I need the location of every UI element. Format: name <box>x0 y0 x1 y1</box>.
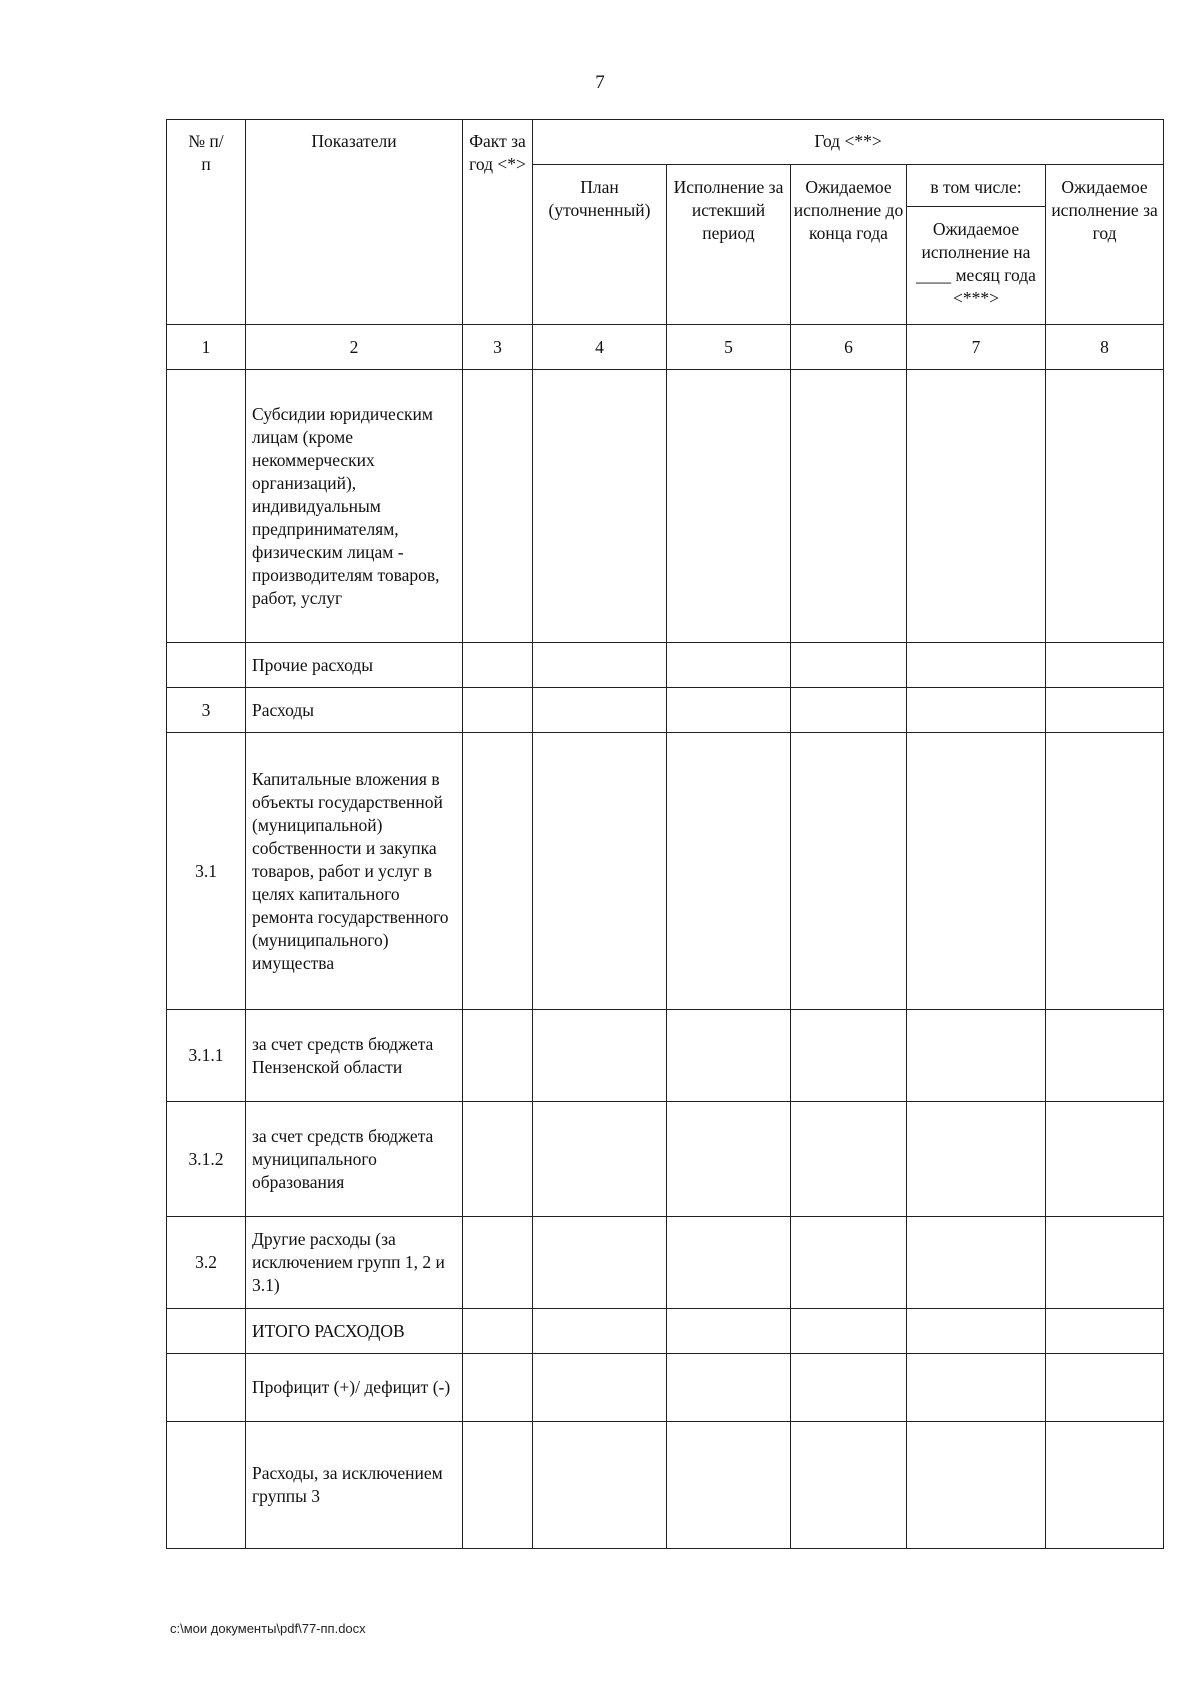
table-cell <box>533 643 667 688</box>
table-cell <box>463 733 533 1010</box>
table-cell <box>463 688 533 733</box>
table-cell <box>533 733 667 1010</box>
table-cell <box>907 1354 1046 1422</box>
table-cell <box>533 1309 667 1354</box>
table-cell <box>1046 1102 1164 1217</box>
table-cell <box>463 1354 533 1422</box>
row-label: Расходы, за исключением группы 3 <box>246 1422 463 1549</box>
row-number: 3.1.2 <box>167 1102 246 1217</box>
row-label: Прочие расходы <box>246 643 463 688</box>
row-number <box>167 370 246 643</box>
table-cell <box>463 1422 533 1549</box>
table-cell <box>1046 1309 1164 1354</box>
table-cell <box>667 1422 791 1549</box>
table-cell <box>907 688 1046 733</box>
table-cell <box>791 370 907 643</box>
table-cell <box>1046 1217 1164 1309</box>
table-row <box>167 688 1164 733</box>
table-cell <box>1046 733 1164 1010</box>
report-table <box>166 119 1164 1549</box>
row-label: ИТОГО РАСХОДОВ <box>246 1309 463 1354</box>
row-label: Субсидии юридическим лицам (кроме некоммерческих организаций), индивидуальным предпринимателям, физическим лицам - производителям товаров, работ, услуг <box>246 370 463 643</box>
table-cell <box>463 1217 533 1309</box>
table-cell <box>1046 688 1164 733</box>
table-cell <box>463 370 533 643</box>
table-cell <box>791 1010 907 1102</box>
table-cell <box>791 688 907 733</box>
table-cell <box>791 1102 907 1217</box>
table-cell <box>907 733 1046 1010</box>
footer-file-path: c:\мои документы\pdf\77-пп.docx <box>170 1621 366 1636</box>
table-cell <box>463 1102 533 1217</box>
table-cell <box>533 688 667 733</box>
table-row <box>167 1354 1164 1422</box>
table-cell <box>533 1217 667 1309</box>
table-row <box>167 1010 1164 1102</box>
header-including: в том числе: <box>907 165 1046 207</box>
header-fact-year: Факт за год <*> <box>463 120 533 325</box>
table-cell <box>667 1354 791 1422</box>
header-expected-month: Ожидаемое исполнение на ____ месяц года <***> <box>907 207 1046 325</box>
row-label: Другие расходы (за исключением групп 1, 2 и 3.1) <box>246 1217 463 1309</box>
table-cell <box>791 643 907 688</box>
column-number: 3 <box>463 325 533 370</box>
column-number: 2 <box>246 325 463 370</box>
table-row <box>167 1422 1164 1549</box>
table-cell <box>1046 1422 1164 1549</box>
table-cell <box>907 643 1046 688</box>
table-cell <box>907 370 1046 643</box>
header-expected-end-year: Ожидаемое исполнение до конца года <box>791 165 907 325</box>
page-number: 7 <box>595 72 605 93</box>
table-row <box>167 1102 1164 1217</box>
table-cell <box>463 1010 533 1102</box>
column-number: 1 <box>167 325 246 370</box>
table-cell <box>1046 1010 1164 1102</box>
table-cell <box>667 1217 791 1309</box>
table-cell <box>533 1102 667 1217</box>
table-cell <box>533 370 667 643</box>
row-number <box>167 1309 246 1354</box>
header-year-group: Год <**> <box>533 120 1164 165</box>
table-row <box>167 733 1164 1010</box>
table-cell <box>1046 643 1164 688</box>
column-number: 4 <box>533 325 667 370</box>
table-cell <box>533 1422 667 1549</box>
table-row <box>167 643 1164 688</box>
table-cell <box>667 1102 791 1217</box>
row-number: 3.1.1 <box>167 1010 246 1102</box>
table-cell <box>667 643 791 688</box>
row-number: 3.2 <box>167 1217 246 1309</box>
table-cell <box>667 688 791 733</box>
table-cell <box>791 1309 907 1354</box>
table-cell <box>791 1217 907 1309</box>
row-number <box>167 643 246 688</box>
column-number: 8 <box>1046 325 1164 370</box>
header-expected-year: Ожидаемое исполнение за год <box>1046 165 1164 325</box>
table-row <box>167 370 1164 643</box>
table-row <box>167 1217 1164 1309</box>
table-cell <box>667 733 791 1010</box>
header-indicators: Показатели <box>246 120 463 325</box>
table-cell <box>907 1309 1046 1354</box>
table-cell <box>667 1010 791 1102</box>
table-cell <box>907 1217 1046 1309</box>
row-number <box>167 1354 246 1422</box>
table-cell <box>533 1010 667 1102</box>
column-number: 6 <box>791 325 907 370</box>
table-cell <box>907 1010 1046 1102</box>
table-cell <box>667 370 791 643</box>
table-cell <box>463 1309 533 1354</box>
table-cell <box>907 1102 1046 1217</box>
table-cell <box>907 1422 1046 1549</box>
row-number: 3 <box>167 688 246 733</box>
header-plan: План (уточненный) <box>533 165 667 325</box>
row-label: за счет средств бюджета муниципального образования <box>246 1102 463 1217</box>
header-execution-period: Исполнение за истекший период <box>667 165 791 325</box>
table-cell <box>533 1354 667 1422</box>
row-label: за счет средств бюджета Пензенской области <box>246 1010 463 1102</box>
table-cell <box>791 733 907 1010</box>
table-cell <box>667 1309 791 1354</box>
table-cell <box>1046 370 1164 643</box>
table-cell <box>791 1422 907 1549</box>
row-label: Профицит (+)/ дефицит (-) <box>246 1354 463 1422</box>
table-row <box>167 1309 1164 1354</box>
row-label: Расходы <box>246 688 463 733</box>
row-number: 3.1 <box>167 733 246 1010</box>
row-label: Капитальные вложения в объекты государственной (муниципальной) собственности и закупка товаров, работ и услуг в целях капитального ремонта государственного (муниципального) имущества <box>246 733 463 1010</box>
column-number: 7 <box>907 325 1046 370</box>
column-number: 5 <box>667 325 791 370</box>
table-cell <box>463 643 533 688</box>
row-number <box>167 1422 246 1549</box>
table-cell <box>791 1354 907 1422</box>
header-row-number: № п/п <box>167 120 246 325</box>
table-cell <box>1046 1354 1164 1422</box>
